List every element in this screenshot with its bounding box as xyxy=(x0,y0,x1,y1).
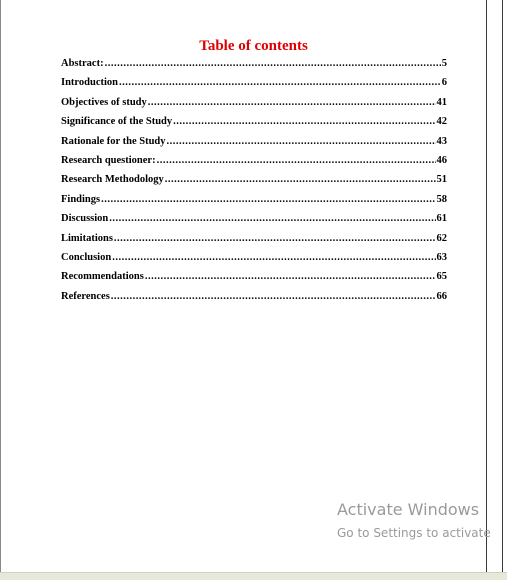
toc-entry[interactable] xyxy=(61,135,447,154)
toc-entry-page: 58 xyxy=(436,193,447,205)
toc-entry[interactable] xyxy=(61,154,447,173)
toc-title: Table of contents xyxy=(199,38,308,54)
toc-dot-leader xyxy=(109,212,435,226)
toc-dot-leader xyxy=(157,154,436,168)
toc-entry-label: Conclusion xyxy=(61,251,112,263)
toc-dot-leader xyxy=(167,135,436,149)
toc-entry-page: 43 xyxy=(436,135,447,147)
toc-entry[interactable] xyxy=(61,96,447,115)
window-right-edge xyxy=(502,0,503,572)
toc-dot-leader xyxy=(105,57,441,71)
toc-entry-label: Rationale for the Study xyxy=(61,135,166,147)
toc-entry-page: 41 xyxy=(436,96,447,108)
toc-entry-page: 46 xyxy=(436,154,447,166)
toc-entry-label: Recommendations xyxy=(61,271,144,283)
toc-entry-label: Objectives of study xyxy=(61,96,147,108)
toc-entry-page: 42 xyxy=(436,116,447,128)
toc-dot-leader xyxy=(165,173,436,187)
toc-entry[interactable] xyxy=(61,173,447,192)
page-right-margin xyxy=(486,0,507,572)
toc-entry-label: Research Methodology xyxy=(61,174,164,186)
toc-dot-leader xyxy=(111,290,436,304)
toc-dot-leader xyxy=(112,251,435,265)
toc-entry[interactable] xyxy=(61,232,447,251)
toc-entry[interactable] xyxy=(61,290,447,309)
toc-list xyxy=(61,57,447,309)
toc-entry[interactable] xyxy=(61,57,447,76)
toc-dot-leader xyxy=(145,270,436,284)
toc-dot-leader xyxy=(173,115,435,129)
toc-entry-label: Research questioner: xyxy=(61,154,156,166)
toc-entry-label: Introduction xyxy=(61,77,118,89)
toc-entry-label: Abstract: xyxy=(61,58,104,69)
page-left-border xyxy=(0,0,1,572)
toc-dot-leader xyxy=(148,96,436,110)
toc-entry-page: 61 xyxy=(436,213,447,225)
toc-entry-page: 66 xyxy=(436,290,447,302)
toc-entry-page: 62 xyxy=(436,232,447,244)
toc-entry[interactable] xyxy=(61,115,447,134)
toc-entry-label: Discussion xyxy=(61,213,109,225)
toc-entry[interactable] xyxy=(61,251,447,270)
watermark-subtitle: Go to Settings to activate xyxy=(337,526,491,540)
toc-entry-page: 51 xyxy=(436,174,447,186)
activation-watermark xyxy=(337,500,491,542)
toc-entry-page: 5 xyxy=(441,58,447,69)
toc-entry-page: 65 xyxy=(436,271,447,283)
toc-dot-leader xyxy=(119,76,441,90)
toc-entry-page: 63 xyxy=(436,251,447,263)
toc-entry[interactable] xyxy=(61,270,447,289)
watermark-title: Activate Windows xyxy=(337,500,480,519)
toc-entry-label: Limitations xyxy=(61,232,113,244)
toc-entry-label: Significance of the Study xyxy=(61,116,173,128)
toc-dot-leader xyxy=(114,232,436,246)
toc-entry-label: References xyxy=(61,290,110,302)
toc-entry-label: Findings xyxy=(61,193,101,205)
toc-entry-page: 6 xyxy=(441,77,447,89)
toc-entry[interactable] xyxy=(61,212,447,231)
toc-dot-leader xyxy=(101,193,435,207)
toc-entry[interactable] xyxy=(61,193,447,212)
toc-entry[interactable] xyxy=(61,76,447,95)
